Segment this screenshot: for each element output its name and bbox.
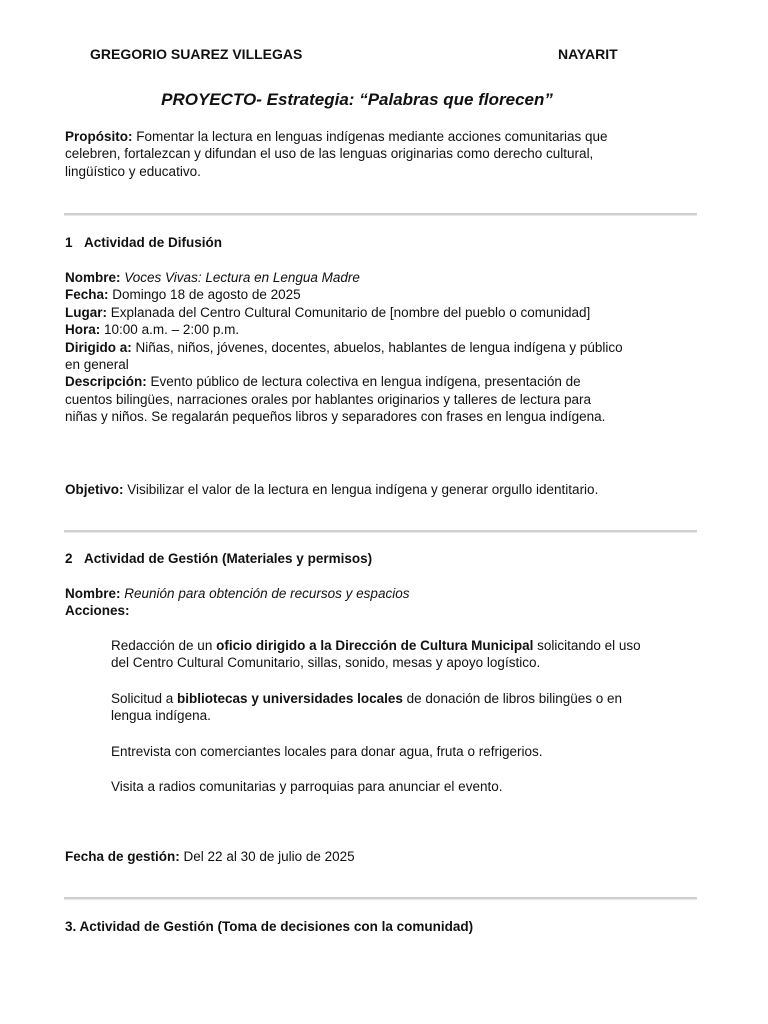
activity2-title: Actividad de Gestión (Materiales y permisos)	[84, 551, 373, 566]
activity1-number: 1	[65, 235, 73, 250]
author-name: GREGORIO SUAREZ VILLEGAS	[90, 46, 303, 62]
action-item	[111, 778, 671, 795]
name-label: Nombre:	[65, 586, 121, 601]
event-description: Evento público de lectura colectiva en lengua indígena, presentación de	[150, 374, 581, 390]
event-date: Domingo 18 de agosto de 2025	[112, 287, 301, 303]
actions-label: Acciones:	[65, 603, 130, 619]
event-name: Voces Vivas: Lectura en Lengua Madre	[124, 270, 360, 285]
activity3-heading: 3. Actividad de Gestión (Toma de decisiones con la comunidad)	[65, 919, 474, 934]
management-date-value: Del 22 al 30 de julio de 2025	[183, 849, 355, 864]
activity1-title: Actividad de Difusión	[84, 235, 223, 250]
management-date	[65, 848, 655, 865]
name-label: Nombre:	[65, 270, 121, 285]
objective-text: Visibilizar el valor de la lectura en lengua indígena y generar orgullo identitario.	[127, 482, 599, 497]
date-label: Fecha:	[65, 287, 109, 303]
action-item	[111, 637, 671, 672]
action-text: lengua indígena.	[111, 708, 211, 724]
event-audience: Niñas, niños, jóvenes, docentes, abuelos, hablantes de lengua indígena y público	[135, 339, 623, 355]
action-text: Solicitud a	[111, 691, 178, 706]
event-time: 10:00 a.m. – 2:00 p.m.	[104, 322, 240, 338]
management-date-label: Fecha de gestión:	[65, 849, 180, 864]
meeting-name: Reunión para obtención de recursos y espacios	[124, 586, 410, 601]
action-emphasis: oficio dirigido a la Dirección de Cultura Municipal	[216, 638, 534, 653]
action-emphasis: bibliotecas y universidades locales	[177, 691, 403, 706]
purpose-text-line: celebren, fortalezcan y difundan el uso de las lenguas originarias como derecho cultural,	[65, 146, 594, 162]
activity1-heading	[65, 234, 222, 251]
time-label: Hora:	[65, 322, 101, 338]
action-item	[111, 690, 671, 725]
description-label: Descripción:	[65, 374, 147, 390]
activity2-details	[65, 585, 655, 620]
objective-label: Objetivo:	[65, 482, 124, 497]
activity1-details	[65, 269, 665, 426]
activity2-heading	[65, 550, 372, 567]
activity2-number: 2	[65, 551, 73, 566]
action-text: Visita a radios comunitarias y parroquias para anunciar el evento.	[111, 779, 503, 794]
page-title: PROYECTO- Estrategia: “Palabras que florecen”	[161, 90, 553, 109]
event-place: Explanada del Centro Cultural Comunitario de [nombre del pueblo o comunidad]	[110, 304, 591, 320]
action-text: Entrevista con comerciantes locales para donar agua, fruta o refrigerios.	[111, 744, 543, 759]
purpose-paragraph	[65, 128, 655, 180]
activity1-objective	[65, 481, 685, 498]
action-text: Redacción de un	[111, 638, 217, 653]
action-text: del Centro Cultural Comunitario, sillas, sonido, mesas y apoyo logístico.	[111, 655, 541, 671]
purpose-text-line: Fomentar la lectura en lenguas indígenas mediante acciones comunitarias que	[136, 129, 608, 144]
purpose-label: Propósito:	[65, 129, 133, 144]
event-description-cont: cuentos bilingües, narraciones orales por hablantes originarios y talleres de lectura para	[65, 391, 592, 407]
event-audience-cont: en general	[65, 357, 129, 373]
state-name: NAYARIT	[558, 46, 618, 62]
section-divider	[64, 213, 697, 216]
section-divider	[64, 530, 697, 533]
action-text: de donación de libros bilingües o en	[402, 691, 623, 706]
audience-label: Dirigido a:	[65, 339, 132, 355]
event-description-cont: niñas y niños. Se regalarán pequeños libros y separadores con frases en lengua indígena.	[65, 409, 606, 425]
place-label: Lugar:	[65, 304, 107, 320]
section-divider	[64, 897, 697, 900]
action-text: solicitando el uso	[533, 638, 641, 653]
purpose-text-line: lingüístico y educativo.	[65, 163, 201, 179]
action-item	[111, 743, 671, 760]
